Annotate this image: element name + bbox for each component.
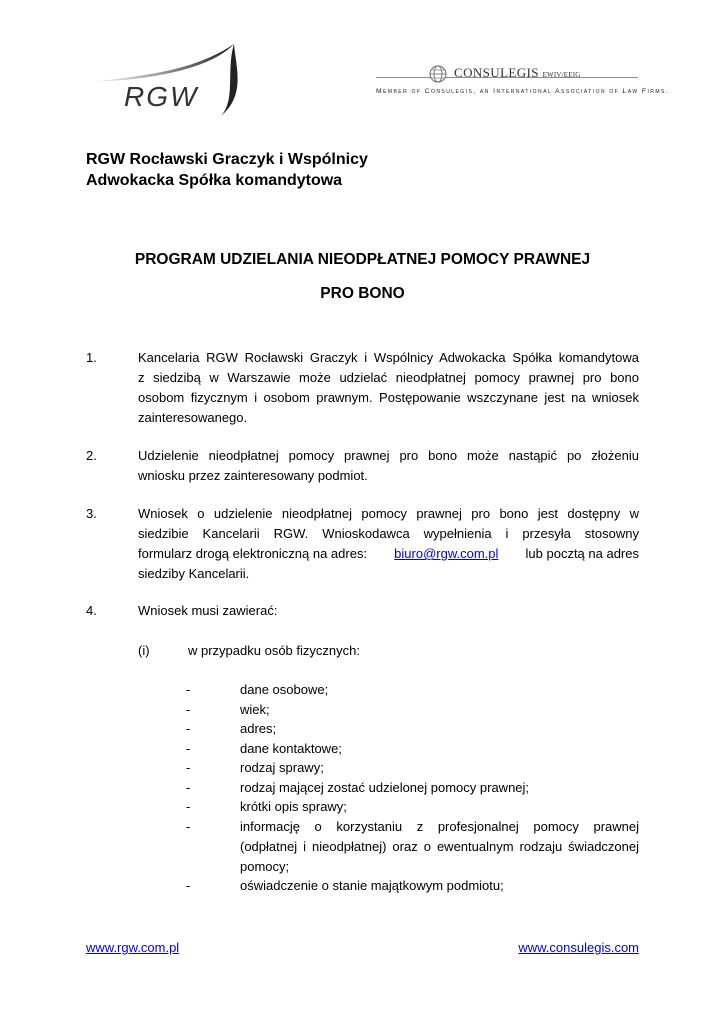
list-dash: - bbox=[186, 721, 191, 736]
section-3-number: 3. bbox=[86, 506, 97, 521]
consulegis-header bbox=[376, 64, 670, 104]
section-3-line-part: lub pocztą na adres bbox=[521, 546, 639, 561]
consulegis-suffix: EWIV/EEIG bbox=[542, 71, 581, 79]
email-link[interactable]: biuro@rgw.com.pl bbox=[394, 546, 499, 561]
list-item: krótki opis sprawy; bbox=[240, 799, 347, 814]
section-4-text: Wniosek musi zawierać: bbox=[138, 603, 278, 618]
company-name-line1: RGW Rocławski Graczyk i Wspólnicy bbox=[86, 151, 368, 168]
section-2-text bbox=[138, 446, 639, 486]
globe-icon bbox=[428, 64, 448, 84]
list-item: dane kontaktowe; bbox=[240, 741, 342, 756]
list-item-line: (odpłatnej i nieodpłatnej) oraz o ewentualnym rodzaju świadczonej bbox=[240, 839, 639, 854]
list-dash: - bbox=[186, 799, 191, 814]
company-name bbox=[86, 149, 368, 191]
section-3-line bbox=[138, 544, 639, 564]
list-dash: - bbox=[186, 702, 191, 717]
company-name-line2: Adwokacka Spółka komandytowa bbox=[86, 172, 343, 189]
section-3-line: siedziby Kancelarii. bbox=[138, 566, 250, 581]
subsection-text: w przypadku osób fizycznych: bbox=[188, 643, 360, 658]
footer-link-consulegis[interactable]: www.consulegis.com bbox=[518, 940, 639, 955]
section-1-line: zainteresowanego. bbox=[138, 410, 248, 425]
subsection-number: (i) bbox=[138, 643, 150, 658]
document-subtitle: PRO BONO bbox=[320, 285, 405, 302]
list-item: oświadczenie o stanie majątkowym podmiotu; bbox=[240, 878, 504, 893]
section-1-text bbox=[138, 348, 639, 428]
list-item: wiek; bbox=[240, 702, 270, 717]
list-dash: - bbox=[186, 682, 191, 697]
section-2-number: 2. bbox=[86, 448, 97, 463]
section-2-line: wniosku przez zainteresowany podmiot. bbox=[138, 468, 368, 483]
list-item-line: informację o korzystaniu z profesjonalnej pomocy prawnej bbox=[240, 819, 639, 834]
list-item: rodzaj sprawy; bbox=[240, 760, 324, 775]
consulegis-member-text: Member of Consulegis, an International Association of Law Firms. bbox=[376, 88, 670, 95]
list-dash: - bbox=[186, 878, 191, 893]
section-3-line: siedzibie Kancelarii RGW. Wnioskodawca wypełnienia i przesyła stosowny bbox=[138, 526, 639, 541]
section-1-line: z siedzibą w Warszawie może udzielać nieodpłatnej pomocy prawnej pro bono bbox=[138, 370, 639, 385]
list-dash: - bbox=[186, 819, 191, 834]
list-item: rodzaj mającej zostać udzielonej pomocy prawnej; bbox=[240, 780, 530, 795]
list-item bbox=[240, 817, 639, 877]
footer-link-rgw[interactable]: www.rgw.com.pl bbox=[86, 940, 180, 955]
list-dash: - bbox=[186, 760, 191, 775]
section-1-number: 1. bbox=[86, 350, 97, 365]
rgw-logo-text: RGW bbox=[124, 81, 199, 112]
list-item: dane osobowe; bbox=[240, 682, 329, 697]
section-4-number: 4. bbox=[86, 603, 97, 618]
list-item-line: pomocy; bbox=[240, 859, 290, 874]
section-1-line: Kancelaria RGW Rocławski Graczyk i Wspólnicy Adwokacka Spółka komandytowa bbox=[138, 350, 639, 365]
section-1-line: osobom fizycznym i osobom prawnym. Postępowanie wszczynane jest na wniosek bbox=[138, 390, 639, 405]
list-item: adres; bbox=[240, 721, 277, 736]
list-dash: - bbox=[186, 780, 191, 795]
section-2-line: Udzielenie nieodpłatnej pomocy prawnej pro bono może nastąpić po złożeniu bbox=[138, 448, 639, 463]
section-3-line-part: formularz drogą elektroniczną na adres: bbox=[138, 546, 371, 561]
list-dash: - bbox=[186, 741, 191, 756]
section-3-line: Wniosek o udzielenie nieodpłatnej pomocy prawnej pro bono jest dostępny w bbox=[138, 506, 639, 521]
rgw-logo bbox=[86, 40, 386, 118]
section-3-text bbox=[138, 504, 639, 584]
consulegis-name: CONSULEGIS bbox=[454, 65, 539, 80]
document-title: PROGRAM UDZIELANIA NIEODPŁATNEJ POMOCY PRAWNEJ bbox=[134, 251, 591, 268]
